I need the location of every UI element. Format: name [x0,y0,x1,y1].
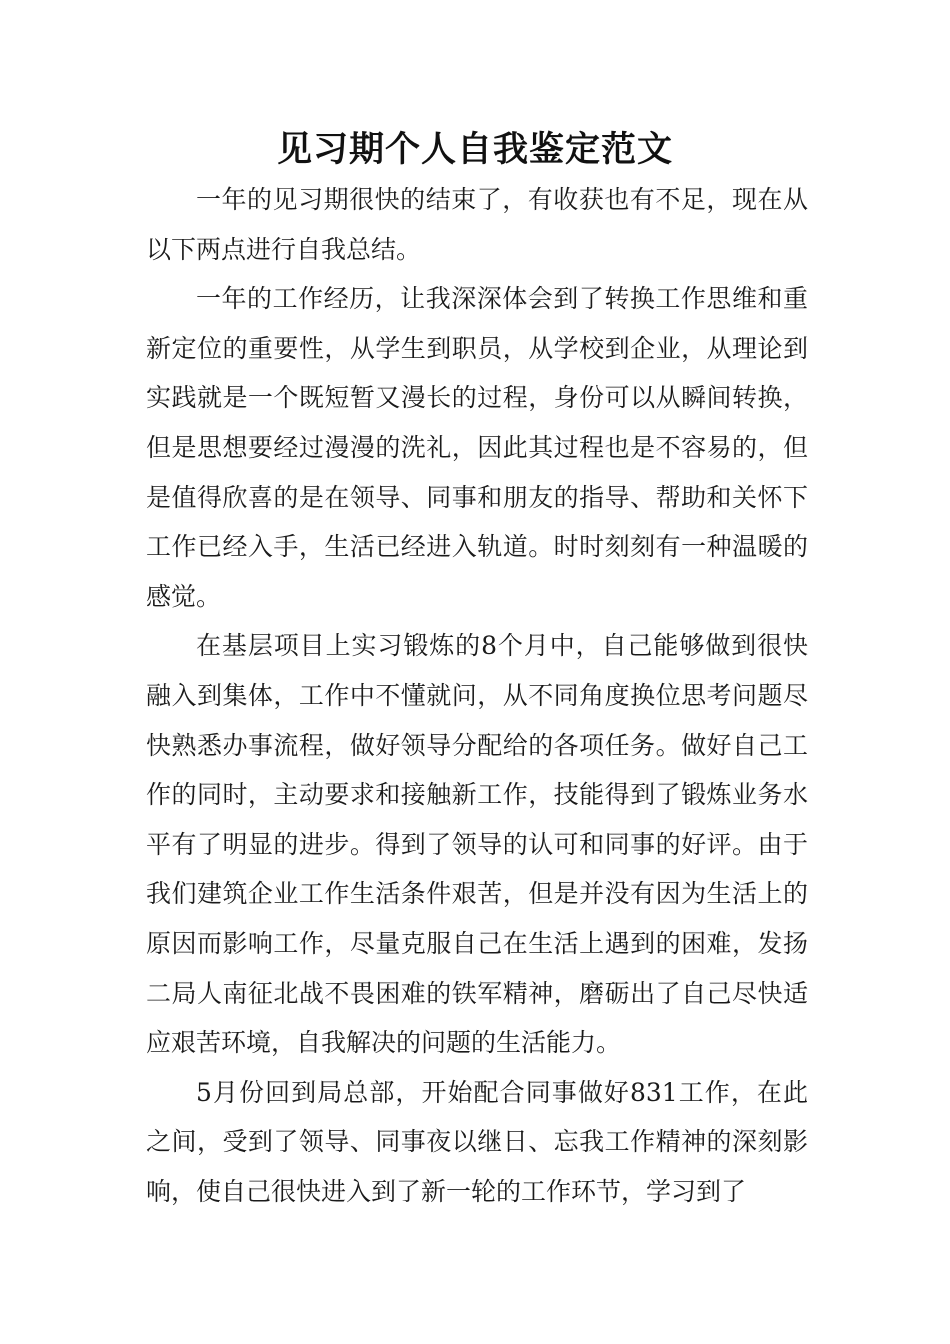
paragraph-intro: 一年的见习期很快的结束了，有收获也有不足，现在从以下两点进行自我总结。 [146,185,808,264]
document-body [146,175,808,1216]
paragraph-headquarters: 5月份回到局总部，开始配合同事做好831工作，在此之间，受到了领导、同事夜以继日、忘我工作精神的深刻影响，使自己很快进入到了新一轮的工作环节，学习到了 [146,1077,808,1206]
paragraph-work-experience: 一年的工作经历，让我深深体会到了转换工作思维和重新定位的重要性，从学生到职员，从学校到企业，从理论到实践就是一个既短暂又漫长的过程，身份可以从瞬间转换，但是思想要经过漫漫的洗礼，因此其过程也是不容易的，但是值得欣喜的是在领导、同事和朋友的指导、帮助和关怀下工作已经入手，生活已经进入轨道。时时刻刻有一种温暖的感觉。 [146,284,808,611]
document-title: 见习期个人自我鉴定范文 [276,130,673,170]
paragraph-field-training: 在基层项目上实习锻炼的8个月中，自己能够做到很快融入到集体，工作中不懂就问，从不同角度换位思考问题尽快熟悉办事流程，做好领导分配给的各项任务。做好自己工作的同时，主动要求和接触新工作，技能得到了锻炼业务水平有了明显的进步。得到了领导的认可和同事的好评。由于我们建筑企业工作生活条件艰苦，但是并没有因为生活上的原因而影响工作，尽量克服自己在生活上遇到的困难，发扬二局人南征北战不畏困难的铁军精神，磨砺出了自己尽快适应艰苦环境，自我解决的问题的生活能力。 [146,631,808,1058]
